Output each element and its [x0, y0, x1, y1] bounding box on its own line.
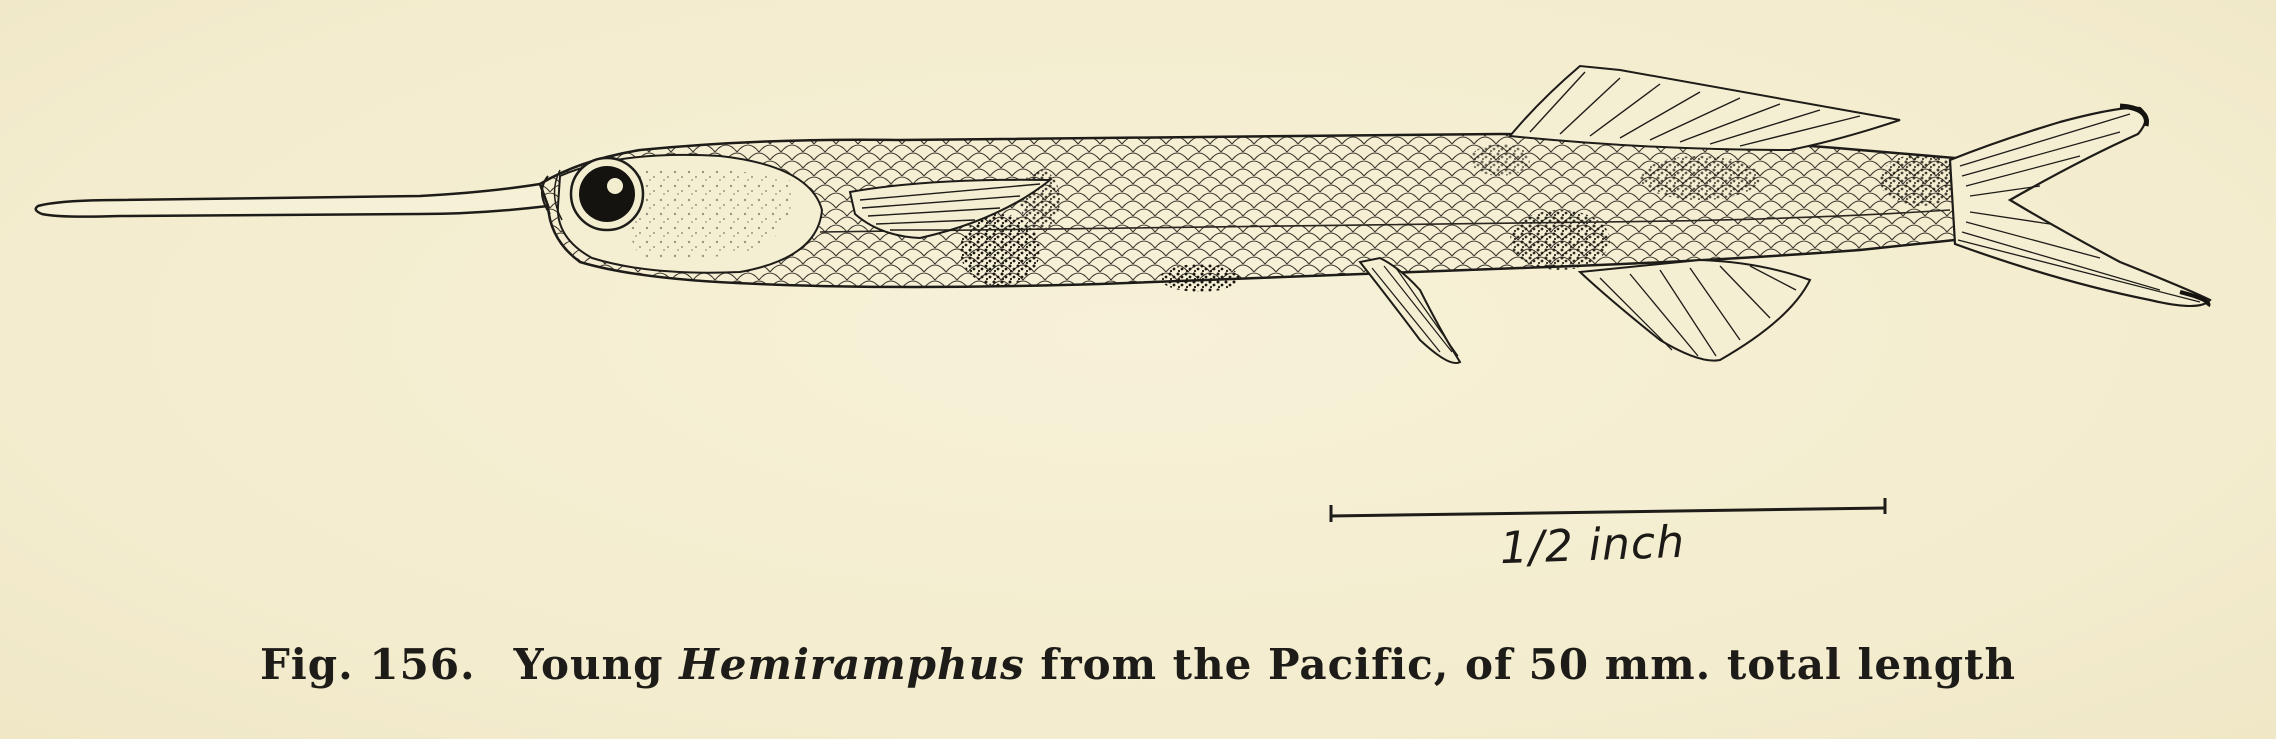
pelvic-fin: [1360, 258, 1460, 363]
dorsal-fin: [1510, 66, 1900, 150]
figure-caption: [0, 640, 2276, 689]
caption-text-after: from the Pacific, of 50 mm. total length: [1040, 640, 2016, 689]
caption-genus: Hemiramphus: [679, 640, 1025, 689]
figure-number: Fig. 156.: [259, 640, 476, 689]
anal-fin: [1580, 260, 1810, 361]
scale-bar-label: 1/2 inch: [1499, 516, 1686, 575]
caption-text-before: Young: [513, 640, 664, 689]
caudal-fin: [1950, 106, 2210, 306]
scale-bar: [1330, 498, 1886, 522]
fish-beak: [36, 184, 548, 217]
